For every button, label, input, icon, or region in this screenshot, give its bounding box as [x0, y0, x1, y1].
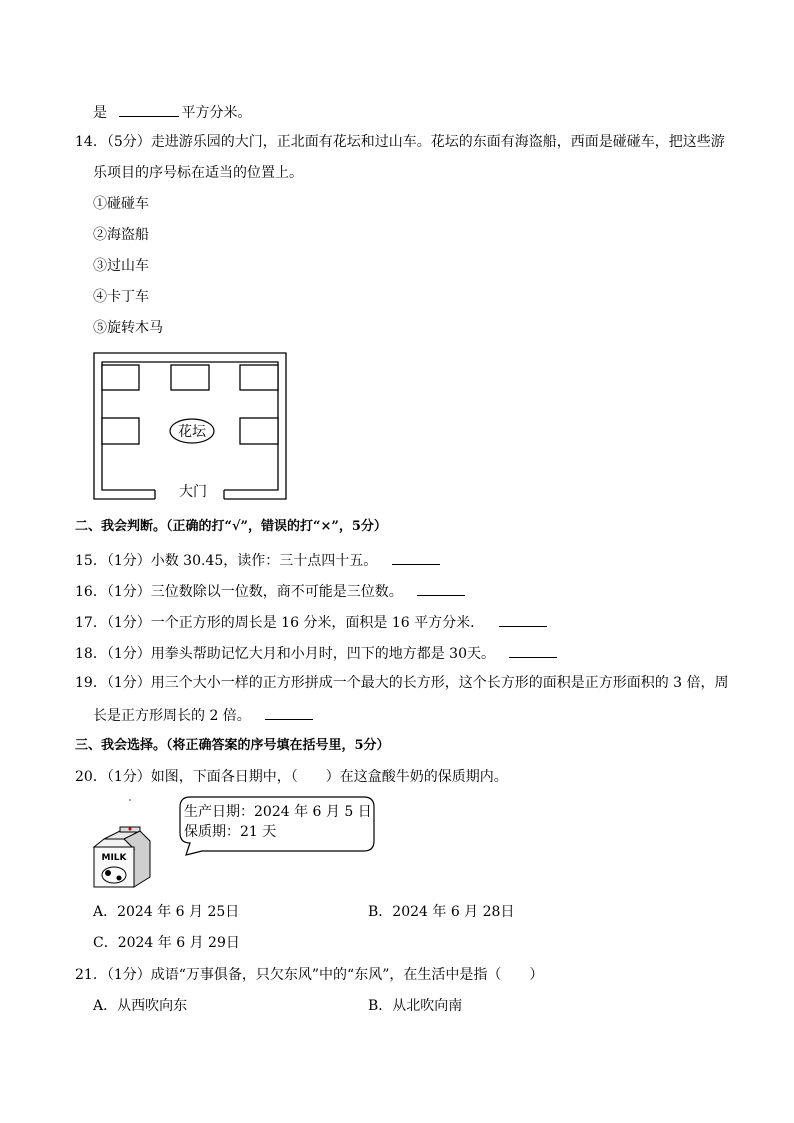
q21-option-b[interactable]: B．从北吹向南 [368, 998, 463, 1014]
q17-text: 17．（1分）一个正方形的周长是 16 分米，面积是 16 平方分米． [75, 615, 485, 631]
q14-item-3: ③过山车 [93, 258, 149, 274]
q16-answer-blank[interactable] [417, 581, 465, 596]
q16-text: 16．（1分）三位数除以一位数，商不可能是三位数。 [75, 584, 403, 600]
q14-item-4: ④卡丁车 [93, 289, 149, 305]
q21-option-a[interactable]: A．从西吹向东 [93, 998, 188, 1014]
q17-line [75, 612, 547, 632]
milk-carton-figure [90, 795, 390, 890]
q14-item-5: ⑤旋转木马 [93, 320, 163, 336]
q18-line [75, 643, 557, 663]
q13-blank[interactable] [119, 102, 179, 117]
q18-text: 18．（1分）用拳头帮助记忆大月和小月时，凹下的地方都是 30天。 [75, 646, 495, 662]
plot-northeast[interactable] [240, 365, 278, 390]
q16-line [75, 581, 465, 601]
q20-option-c[interactable]: C．2024 年 6 月 29日 [93, 935, 240, 951]
plot-east[interactable] [240, 418, 278, 444]
q20-option-b[interactable]: B．2024 年 6 月 28日 [368, 904, 515, 920]
q15-answer-blank[interactable] [392, 550, 440, 565]
milk-carton-icon [94, 800, 150, 887]
production-date-text: 生产日期：2024 年 6 月 5 日 [184, 804, 372, 820]
q13-suffix: 平方分米。 [181, 105, 252, 121]
q13-prefix: 是 [93, 105, 107, 121]
q14-item-1: ①碰碰车 [93, 196, 149, 212]
q15-line [75, 550, 440, 570]
q17-answer-blank[interactable] [499, 612, 547, 627]
carton-label: MILK [101, 853, 127, 863]
q14-stem-line2: 乐项目的序号标在适当的位置上。 [93, 165, 303, 181]
plot-north[interactable] [171, 365, 209, 390]
q19-answer-blank[interactable] [265, 705, 313, 720]
q13-answer-line [93, 102, 251, 122]
q19-line2 [93, 705, 313, 725]
q21-stem: 21．（1分）成语“万事俱备，只欠东风”中的“东风”，在生活中是指（ ） [75, 967, 544, 983]
q19-text-cont: 长是正方形周长的 2 倍。 [93, 708, 251, 724]
q14-stem-line1: 14．（5分）走进游乐园的大门，正北面有花坛和过山车。花坛的东面有海盗船，西面是碰碰车，把这些游 [75, 134, 725, 150]
section2-heading: 二、我会判断。（正确的打“√”，错误的打“×”，5分） [75, 519, 387, 534]
q15-text: 15．（1分）小数 30.45，读作：三十点四十五。 [75, 553, 378, 569]
plot-west[interactable] [102, 418, 139, 444]
q18-answer-blank[interactable] [509, 643, 557, 658]
q14-item-2: ②海盗船 [93, 227, 149, 243]
amusement-park-map [93, 352, 287, 500]
flower-bed-label: 花坛 [178, 424, 206, 440]
plot-northwest[interactable] [102, 365, 139, 390]
q19-line1: 19．（1分）用三个大小一样的正方形拼成一个最大的长方形，这个长方形的面积是正方形面积的 3 倍，周 [75, 675, 729, 691]
shelf-life-text: 保质期：21 天 [184, 824, 277, 840]
q20-option-a[interactable]: A．2024 年 6 月 25日 [93, 904, 240, 920]
section3-heading: 三、我会选择。（将正确答案的序号填在括号里，5分） [75, 738, 390, 753]
q20-stem: 20．（1分）如图，下面各日期中，（ ）在这盒酸牛奶的保质期内。 [75, 769, 508, 785]
gate-label: 大门 [179, 484, 207, 500]
